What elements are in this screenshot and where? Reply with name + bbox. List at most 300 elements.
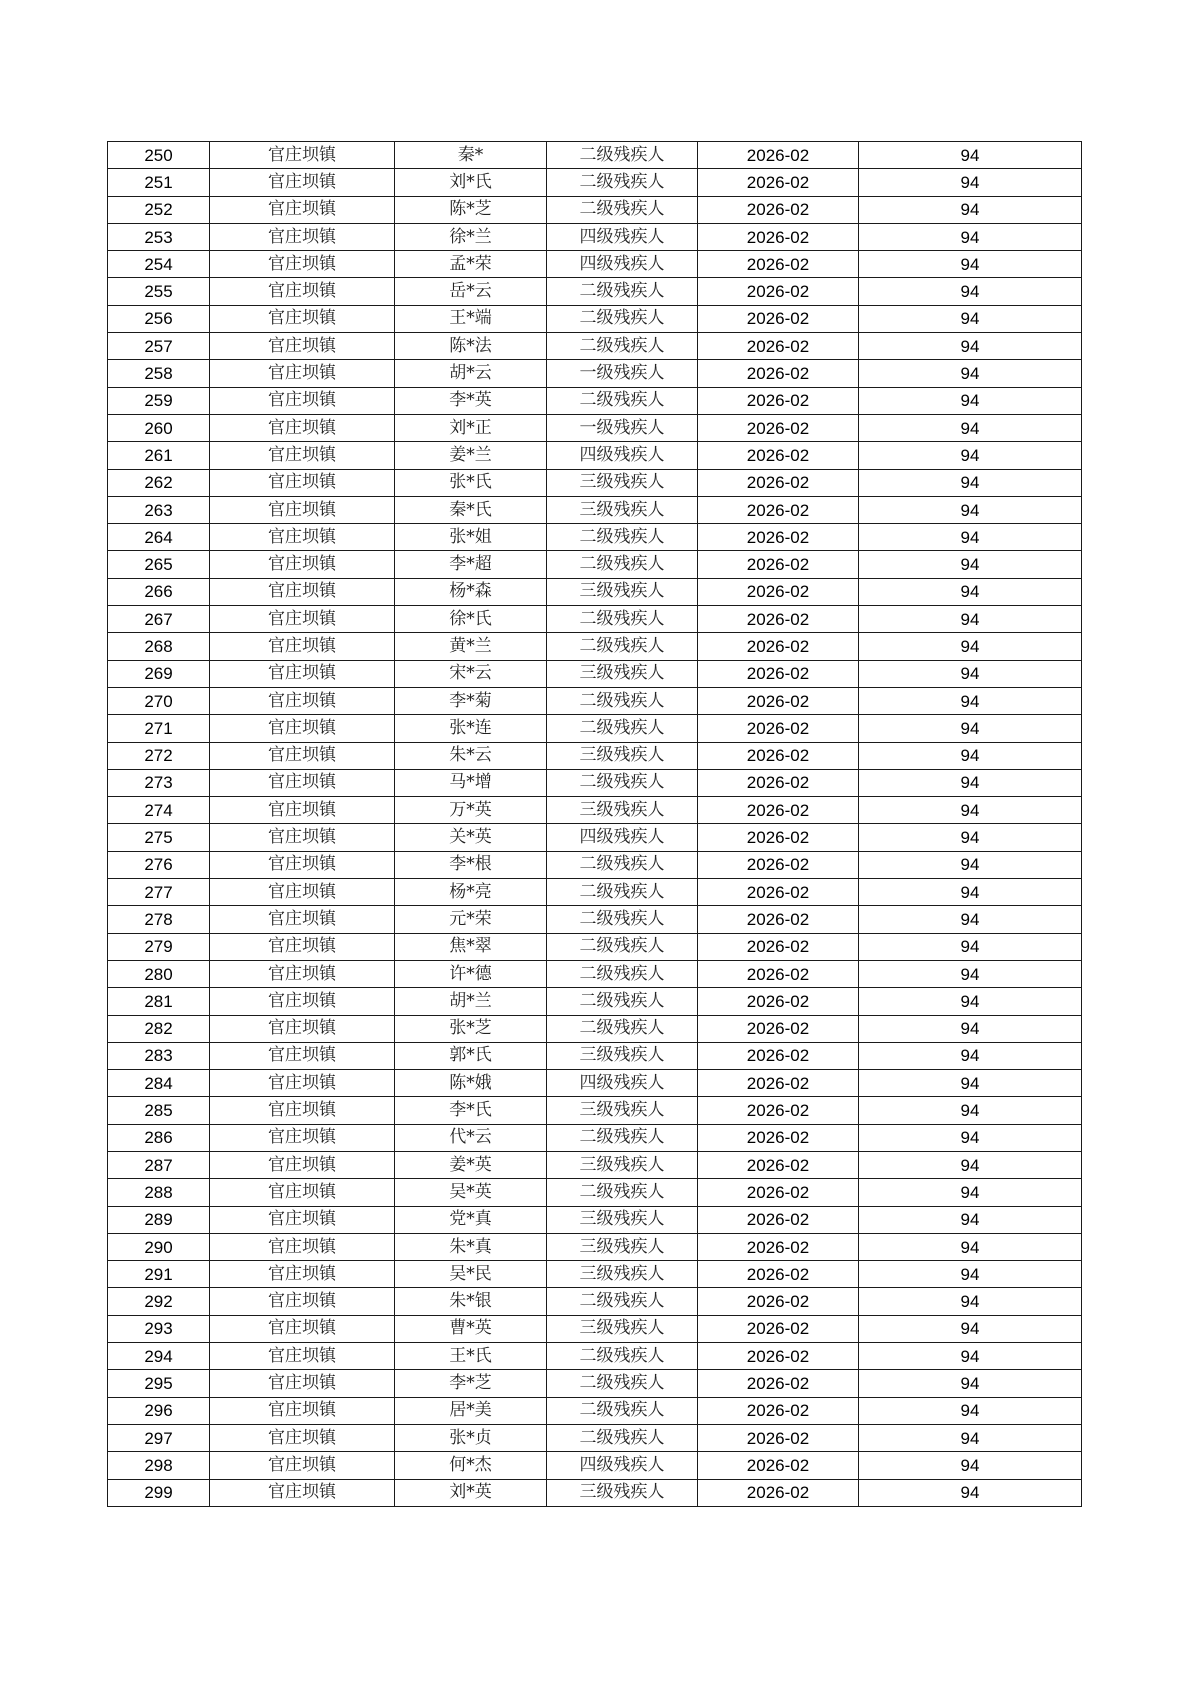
person-name-cell: 宋*云 — [395, 660, 547, 687]
town-cell: 官庄坝镇 — [210, 960, 395, 987]
row-number-cell: 291 — [108, 1261, 210, 1288]
payment-month-cell: 2026-02 — [698, 851, 859, 878]
person-name-cell: 岳*云 — [395, 278, 547, 305]
payment-month-cell: 2026-02 — [698, 715, 859, 742]
table-row — [108, 960, 1082, 987]
payment-month-cell: 2026-02 — [698, 1097, 859, 1124]
amount-cell: 94 — [859, 1288, 1082, 1315]
disability-level-cell: 三级残疾人 — [547, 1315, 698, 1342]
town-cell: 官庄坝镇 — [210, 414, 395, 441]
table-row — [108, 1233, 1082, 1260]
town-cell: 官庄坝镇 — [210, 196, 395, 223]
disability-level-cell: 四级残疾人 — [547, 442, 698, 469]
amount-cell: 94 — [859, 1261, 1082, 1288]
person-name-cell: 李*根 — [395, 851, 547, 878]
payment-month-cell: 2026-02 — [698, 278, 859, 305]
person-name-cell: 朱*银 — [395, 1288, 547, 1315]
row-number-cell: 282 — [108, 1015, 210, 1042]
town-cell: 官庄坝镇 — [210, 851, 395, 878]
payment-month-cell: 2026-02 — [698, 1070, 859, 1097]
row-number-cell: 286 — [108, 1124, 210, 1151]
payment-month-cell: 2026-02 — [698, 223, 859, 250]
row-number-cell: 289 — [108, 1206, 210, 1233]
row-number-cell: 297 — [108, 1424, 210, 1451]
payment-month-cell: 2026-02 — [698, 1261, 859, 1288]
payment-month-cell: 2026-02 — [698, 414, 859, 441]
amount-cell: 94 — [859, 496, 1082, 523]
disability-level-cell: 三级残疾人 — [547, 1042, 698, 1069]
person-name-cell: 张*芝 — [395, 1015, 547, 1042]
person-name-cell: 胡*兰 — [395, 988, 547, 1015]
table-row — [108, 933, 1082, 960]
person-name-cell: 焦*翠 — [395, 933, 547, 960]
person-name-cell: 李*菊 — [395, 687, 547, 714]
row-number-cell: 256 — [108, 305, 210, 332]
disability-level-cell: 四级残疾人 — [547, 223, 698, 250]
disability-level-cell: 四级残疾人 — [547, 251, 698, 278]
payment-month-cell: 2026-02 — [698, 333, 859, 360]
payment-month-cell: 2026-02 — [698, 606, 859, 633]
table-row — [108, 1097, 1082, 1124]
payment-month-cell: 2026-02 — [698, 1233, 859, 1260]
amount-cell: 94 — [859, 633, 1082, 660]
table-row — [108, 524, 1082, 551]
town-cell: 官庄坝镇 — [210, 1343, 395, 1370]
amount-cell: 94 — [859, 1070, 1082, 1097]
town-cell: 官庄坝镇 — [210, 988, 395, 1015]
amount-cell: 94 — [859, 142, 1082, 169]
person-name-cell: 许*德 — [395, 960, 547, 987]
town-cell: 官庄坝镇 — [210, 169, 395, 196]
town-cell: 官庄坝镇 — [210, 1179, 395, 1206]
table-row — [108, 1261, 1082, 1288]
amount-cell: 94 — [859, 1179, 1082, 1206]
row-number-cell: 266 — [108, 578, 210, 605]
disability-level-cell: 二级残疾人 — [547, 1397, 698, 1424]
table-row — [108, 742, 1082, 769]
town-cell: 官庄坝镇 — [210, 223, 395, 250]
payment-month-cell: 2026-02 — [698, 824, 859, 851]
town-cell: 官庄坝镇 — [210, 742, 395, 769]
disability-level-cell: 三级残疾人 — [547, 578, 698, 605]
disability-level-cell: 二级残疾人 — [547, 1288, 698, 1315]
row-number-cell: 281 — [108, 988, 210, 1015]
amount-cell: 94 — [859, 414, 1082, 441]
table-row — [108, 278, 1082, 305]
town-cell: 官庄坝镇 — [210, 687, 395, 714]
town-cell: 官庄坝镇 — [210, 660, 395, 687]
person-name-cell: 李*芝 — [395, 1370, 547, 1397]
town-cell: 官庄坝镇 — [210, 360, 395, 387]
payment-month-cell: 2026-02 — [698, 933, 859, 960]
row-number-cell: 285 — [108, 1097, 210, 1124]
row-number-cell: 255 — [108, 278, 210, 305]
row-number-cell: 288 — [108, 1179, 210, 1206]
disability-level-cell: 三级残疾人 — [547, 742, 698, 769]
payment-month-cell: 2026-02 — [698, 1288, 859, 1315]
town-cell: 官庄坝镇 — [210, 933, 395, 960]
row-number-cell: 283 — [108, 1042, 210, 1069]
row-number-cell: 262 — [108, 469, 210, 496]
disability-level-cell: 二级残疾人 — [547, 687, 698, 714]
amount-cell: 94 — [859, 360, 1082, 387]
town-cell: 官庄坝镇 — [210, 769, 395, 796]
payment-month-cell: 2026-02 — [698, 879, 859, 906]
amount-cell: 94 — [859, 1097, 1082, 1124]
person-name-cell: 曹*英 — [395, 1315, 547, 1342]
town-cell: 官庄坝镇 — [210, 633, 395, 660]
amount-cell: 94 — [859, 333, 1082, 360]
amount-cell: 94 — [859, 1206, 1082, 1233]
person-name-cell: 杨*森 — [395, 578, 547, 605]
town-cell: 官庄坝镇 — [210, 1206, 395, 1233]
person-name-cell: 孟*荣 — [395, 251, 547, 278]
roster-table-body — [108, 142, 1082, 1507]
row-number-cell: 257 — [108, 333, 210, 360]
amount-cell: 94 — [859, 660, 1082, 687]
person-name-cell: 张*氏 — [395, 469, 547, 496]
table-row — [108, 906, 1082, 933]
person-name-cell: 吴*英 — [395, 1179, 547, 1206]
payment-month-cell: 2026-02 — [698, 1452, 859, 1479]
row-number-cell: 295 — [108, 1370, 210, 1397]
town-cell: 官庄坝镇 — [210, 442, 395, 469]
person-name-cell: 刘*正 — [395, 414, 547, 441]
table-row — [108, 1370, 1082, 1397]
table-row — [108, 633, 1082, 660]
amount-cell: 94 — [859, 469, 1082, 496]
table-row — [108, 551, 1082, 578]
row-number-cell: 276 — [108, 851, 210, 878]
table-row — [108, 496, 1082, 523]
disability-level-cell: 三级残疾人 — [547, 660, 698, 687]
disability-level-cell: 二级残疾人 — [547, 169, 698, 196]
amount-cell: 94 — [859, 387, 1082, 414]
town-cell: 官庄坝镇 — [210, 1370, 395, 1397]
table-row — [108, 769, 1082, 796]
payment-month-cell: 2026-02 — [698, 1151, 859, 1178]
town-cell: 官庄坝镇 — [210, 1042, 395, 1069]
disability-level-cell: 二级残疾人 — [547, 1370, 698, 1397]
amount-cell: 94 — [859, 824, 1082, 851]
amount-cell: 94 — [859, 879, 1082, 906]
payment-month-cell: 2026-02 — [698, 1370, 859, 1397]
payment-month-cell: 2026-02 — [698, 988, 859, 1015]
table-row — [108, 1479, 1082, 1506]
town-cell: 官庄坝镇 — [210, 879, 395, 906]
row-number-cell: 272 — [108, 742, 210, 769]
town-cell: 官庄坝镇 — [210, 1070, 395, 1097]
disability-level-cell: 二级残疾人 — [547, 715, 698, 742]
table-row — [108, 223, 1082, 250]
amount-cell: 94 — [859, 960, 1082, 987]
disability-level-cell: 二级残疾人 — [547, 142, 698, 169]
table-row — [108, 879, 1082, 906]
person-name-cell: 李*氏 — [395, 1097, 547, 1124]
row-number-cell: 252 — [108, 196, 210, 223]
table-row — [108, 1315, 1082, 1342]
person-name-cell: 姜*兰 — [395, 442, 547, 469]
table-row — [108, 142, 1082, 169]
table-row — [108, 1151, 1082, 1178]
town-cell: 官庄坝镇 — [210, 906, 395, 933]
row-number-cell: 263 — [108, 496, 210, 523]
amount-cell: 94 — [859, 305, 1082, 332]
town-cell: 官庄坝镇 — [210, 251, 395, 278]
payment-month-cell: 2026-02 — [698, 1479, 859, 1506]
subsidy-roster-table — [107, 141, 1082, 1507]
person-name-cell: 徐*兰 — [395, 223, 547, 250]
table-row — [108, 1070, 1082, 1097]
town-cell: 官庄坝镇 — [210, 578, 395, 605]
amount-cell: 94 — [859, 169, 1082, 196]
payment-month-cell: 2026-02 — [698, 169, 859, 196]
row-number-cell: 273 — [108, 769, 210, 796]
table-row — [108, 251, 1082, 278]
amount-cell: 94 — [859, 1042, 1082, 1069]
table-row — [108, 1452, 1082, 1479]
row-number-cell: 258 — [108, 360, 210, 387]
row-number-cell: 279 — [108, 933, 210, 960]
amount-cell: 94 — [859, 1424, 1082, 1451]
table-row — [108, 715, 1082, 742]
payment-month-cell: 2026-02 — [698, 442, 859, 469]
disability-level-cell: 三级残疾人 — [547, 1479, 698, 1506]
disability-level-cell: 三级残疾人 — [547, 469, 698, 496]
payment-month-cell: 2026-02 — [698, 769, 859, 796]
town-cell: 官庄坝镇 — [210, 278, 395, 305]
person-name-cell: 元*荣 — [395, 906, 547, 933]
disability-level-cell: 二级残疾人 — [547, 933, 698, 960]
person-name-cell: 关*英 — [395, 824, 547, 851]
town-cell: 官庄坝镇 — [210, 524, 395, 551]
payment-month-cell: 2026-02 — [698, 251, 859, 278]
row-number-cell: 250 — [108, 142, 210, 169]
table-row — [108, 1397, 1082, 1424]
disability-level-cell: 二级残疾人 — [547, 305, 698, 332]
person-name-cell: 杨*亮 — [395, 879, 547, 906]
row-number-cell: 265 — [108, 551, 210, 578]
table-row — [108, 442, 1082, 469]
table-row — [108, 824, 1082, 851]
table-row — [108, 333, 1082, 360]
person-name-cell: 李*英 — [395, 387, 547, 414]
person-name-cell: 刘*氏 — [395, 169, 547, 196]
payment-month-cell: 2026-02 — [698, 1042, 859, 1069]
person-name-cell: 王*端 — [395, 305, 547, 332]
disability-level-cell: 三级残疾人 — [547, 1151, 698, 1178]
amount-cell: 94 — [859, 742, 1082, 769]
disability-level-cell: 二级残疾人 — [547, 1179, 698, 1206]
row-number-cell: 269 — [108, 660, 210, 687]
payment-month-cell: 2026-02 — [698, 1343, 859, 1370]
person-name-cell: 陈*法 — [395, 333, 547, 360]
town-cell: 官庄坝镇 — [210, 1424, 395, 1451]
row-number-cell: 271 — [108, 715, 210, 742]
disability-level-cell: 四级残疾人 — [547, 824, 698, 851]
disability-level-cell: 三级残疾人 — [547, 496, 698, 523]
table-row — [108, 578, 1082, 605]
amount-cell: 94 — [859, 524, 1082, 551]
table-row — [108, 1288, 1082, 1315]
town-cell: 官庄坝镇 — [210, 496, 395, 523]
amount-cell: 94 — [859, 606, 1082, 633]
town-cell: 官庄坝镇 — [210, 1151, 395, 1178]
disability-level-cell: 二级残疾人 — [547, 333, 698, 360]
payment-month-cell: 2026-02 — [698, 578, 859, 605]
town-cell: 官庄坝镇 — [210, 333, 395, 360]
disability-level-cell: 三级残疾人 — [547, 797, 698, 824]
person-name-cell: 黄*兰 — [395, 633, 547, 660]
row-number-cell: 254 — [108, 251, 210, 278]
payment-month-cell: 2026-02 — [698, 1015, 859, 1042]
table-row — [108, 1206, 1082, 1233]
payment-month-cell: 2026-02 — [698, 1397, 859, 1424]
table-row — [108, 687, 1082, 714]
person-name-cell: 张*贞 — [395, 1424, 547, 1451]
person-name-cell: 姜*英 — [395, 1151, 547, 1178]
row-number-cell: 251 — [108, 169, 210, 196]
disability-level-cell: 二级残疾人 — [547, 278, 698, 305]
person-name-cell: 何*杰 — [395, 1452, 547, 1479]
person-name-cell: 胡*云 — [395, 360, 547, 387]
row-number-cell: 280 — [108, 960, 210, 987]
row-number-cell: 268 — [108, 633, 210, 660]
row-number-cell: 253 — [108, 223, 210, 250]
person-name-cell: 秦* — [395, 142, 547, 169]
town-cell: 官庄坝镇 — [210, 1015, 395, 1042]
person-name-cell: 居*美 — [395, 1397, 547, 1424]
amount-cell: 94 — [859, 687, 1082, 714]
disability-level-cell: 三级残疾人 — [547, 1206, 698, 1233]
row-number-cell: 278 — [108, 906, 210, 933]
town-cell: 官庄坝镇 — [210, 142, 395, 169]
disability-level-cell: 二级残疾人 — [547, 769, 698, 796]
row-number-cell: 260 — [108, 414, 210, 441]
amount-cell: 94 — [859, 223, 1082, 250]
table-row — [108, 387, 1082, 414]
person-name-cell: 朱*云 — [395, 742, 547, 769]
table-row — [108, 469, 1082, 496]
town-cell: 官庄坝镇 — [210, 1233, 395, 1260]
table-row — [108, 797, 1082, 824]
table-row — [108, 1124, 1082, 1151]
row-number-cell: 287 — [108, 1151, 210, 1178]
table-row — [108, 1179, 1082, 1206]
table-row — [108, 414, 1082, 441]
row-number-cell: 275 — [108, 824, 210, 851]
row-number-cell: 267 — [108, 606, 210, 633]
table-row — [108, 196, 1082, 223]
table-row — [108, 169, 1082, 196]
town-cell: 官庄坝镇 — [210, 606, 395, 633]
row-number-cell: 264 — [108, 524, 210, 551]
amount-cell: 94 — [859, 769, 1082, 796]
payment-month-cell: 2026-02 — [698, 1179, 859, 1206]
row-number-cell: 270 — [108, 687, 210, 714]
disability-level-cell: 二级残疾人 — [547, 960, 698, 987]
town-cell: 官庄坝镇 — [210, 1397, 395, 1424]
person-name-cell: 李*超 — [395, 551, 547, 578]
town-cell: 官庄坝镇 — [210, 797, 395, 824]
disability-level-cell: 三级残疾人 — [547, 1097, 698, 1124]
person-name-cell: 徐*氏 — [395, 606, 547, 633]
table-row — [108, 360, 1082, 387]
payment-month-cell: 2026-02 — [698, 1424, 859, 1451]
disability-level-cell: 二级残疾人 — [547, 196, 698, 223]
row-number-cell: 290 — [108, 1233, 210, 1260]
row-number-cell: 259 — [108, 387, 210, 414]
table-row — [108, 305, 1082, 332]
town-cell: 官庄坝镇 — [210, 1288, 395, 1315]
town-cell: 官庄坝镇 — [210, 1124, 395, 1151]
amount-cell: 94 — [859, 1479, 1082, 1506]
amount-cell: 94 — [859, 988, 1082, 1015]
row-number-cell: 274 — [108, 797, 210, 824]
payment-month-cell: 2026-02 — [698, 387, 859, 414]
payment-month-cell: 2026-02 — [698, 524, 859, 551]
town-cell: 官庄坝镇 — [210, 715, 395, 742]
amount-cell: 94 — [859, 851, 1082, 878]
person-name-cell: 万*英 — [395, 797, 547, 824]
payment-month-cell: 2026-02 — [698, 551, 859, 578]
person-name-cell: 陈*芝 — [395, 196, 547, 223]
person-name-cell: 刘*英 — [395, 1479, 547, 1506]
payment-month-cell: 2026-02 — [698, 305, 859, 332]
payment-month-cell: 2026-02 — [698, 797, 859, 824]
amount-cell: 94 — [859, 906, 1082, 933]
payment-month-cell: 2026-02 — [698, 906, 859, 933]
town-cell: 官庄坝镇 — [210, 1261, 395, 1288]
row-number-cell: 277 — [108, 879, 210, 906]
payment-month-cell: 2026-02 — [698, 1206, 859, 1233]
table-row — [108, 660, 1082, 687]
table-row — [108, 1015, 1082, 1042]
payment-month-cell: 2026-02 — [698, 960, 859, 987]
payment-month-cell: 2026-02 — [698, 633, 859, 660]
table-row — [108, 988, 1082, 1015]
disability-level-cell: 二级残疾人 — [547, 1424, 698, 1451]
payment-month-cell: 2026-02 — [698, 742, 859, 769]
town-cell: 官庄坝镇 — [210, 305, 395, 332]
table-row — [108, 1042, 1082, 1069]
person-name-cell: 陈*娥 — [395, 1070, 547, 1097]
disability-level-cell: 二级残疾人 — [547, 524, 698, 551]
disability-level-cell: 二级残疾人 — [547, 879, 698, 906]
disability-level-cell: 一级残疾人 — [547, 360, 698, 387]
amount-cell: 94 — [859, 196, 1082, 223]
amount-cell: 94 — [859, 1124, 1082, 1151]
amount-cell: 94 — [859, 551, 1082, 578]
table-row — [108, 606, 1082, 633]
disability-level-cell: 二级残疾人 — [547, 1343, 698, 1370]
amount-cell: 94 — [859, 1015, 1082, 1042]
disability-level-cell: 四级残疾人 — [547, 1452, 698, 1479]
row-number-cell: 299 — [108, 1479, 210, 1506]
disability-level-cell: 二级残疾人 — [547, 851, 698, 878]
person-name-cell: 张*连 — [395, 715, 547, 742]
town-cell: 官庄坝镇 — [210, 1097, 395, 1124]
disability-level-cell: 二级残疾人 — [547, 387, 698, 414]
row-number-cell: 284 — [108, 1070, 210, 1097]
person-name-cell: 党*真 — [395, 1206, 547, 1233]
row-number-cell: 296 — [108, 1397, 210, 1424]
person-name-cell: 郭*氏 — [395, 1042, 547, 1069]
disability-level-cell: 三级残疾人 — [547, 1233, 698, 1260]
disability-level-cell: 二级残疾人 — [547, 551, 698, 578]
amount-cell: 94 — [859, 278, 1082, 305]
amount-cell: 94 — [859, 797, 1082, 824]
